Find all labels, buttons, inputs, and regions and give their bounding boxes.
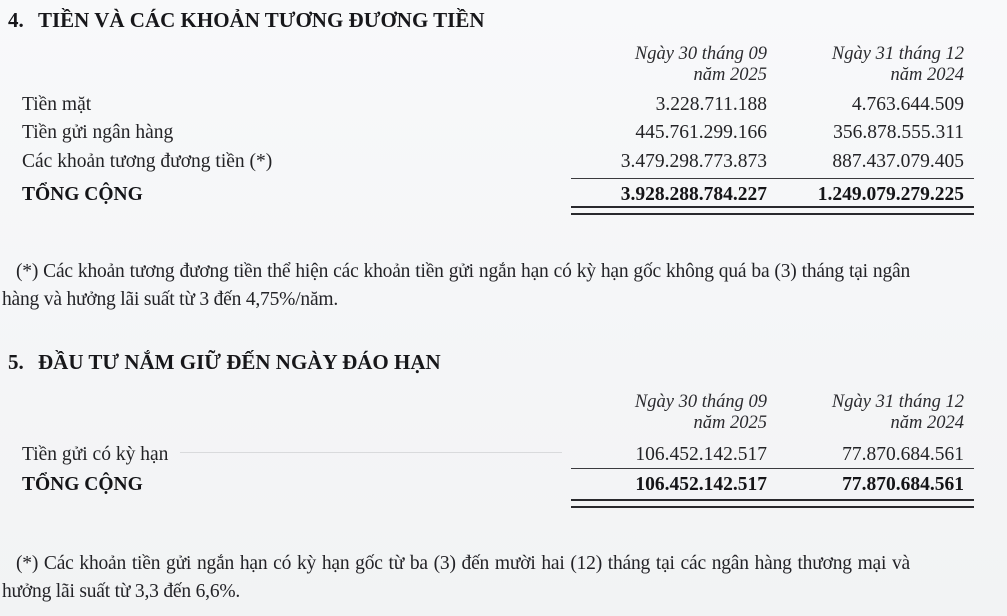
column-header-current-period [635,44,767,86]
total-value-current: 3.928.288.784.227 [620,184,767,205]
column-header-line: Ngày 30 tháng 09 [634,392,767,412]
row-label: Các khoản tương đương tiền (*) [22,151,273,172]
section-4-column-headers [0,44,1007,88]
footnote: (*) Các khoản tiền gửi ngắn hạn có kỳ hạn gốc từ ba (3) đến mười hai (12) tháng tại các ngân hàng thương mại và hưởng lãi suất từ 3,3 đến 6,6%. [2,553,910,602]
column-header-line: năm 2025 [693,65,767,85]
table-row [0,150,1007,174]
row-value-prior: 887.437.079.405 [832,151,964,172]
row-label: Tiền mặt [22,94,92,115]
section-number: 4. [8,8,24,32]
total-value-prior: 77.870.684.561 [842,474,964,495]
footnote: (*) Các khoản tương đương tiền thể hiện các khoản tiền gửi ngắn hạn có kỳ hạn gốc không quá ba (3) tháng tại ngân hàng và hưởng lãi suất từ 3 đến 4,75%/năm. [2,261,910,310]
row-label: Tiền gửi có kỳ hạn [22,444,169,465]
table-row [0,121,1007,145]
table-row [0,443,1007,467]
row-value-prior: 356.878.555.311 [833,122,964,143]
column-header-line: Ngày 31 tháng 12 [831,44,964,64]
section-5-column-headers [0,392,1007,436]
total-row [0,183,1007,207]
total-label: TỔNG CỘNG [22,474,143,495]
column-header-line: năm 2024 [890,413,964,433]
table-double-rule [571,206,974,215]
section-title: ĐẦU TƯ NẮM GIỮ ĐẾN NGÀY ĐÁO HẠN [38,350,441,374]
column-header-current-period [635,392,767,434]
row-value-current: 106.452.142.517 [635,444,767,465]
row-label: Tiền gửi ngân hàng [22,122,174,143]
column-header-line: năm 2025 [693,413,767,433]
column-header-prior-period [832,392,964,434]
section-title: TIỀN VÀ CÁC KHOẢN TƯƠNG ĐƯƠNG TIỀN [38,8,485,32]
column-header-line: Ngày 30 tháng 09 [634,44,767,64]
section-number: 5. [8,350,24,374]
table-row [0,93,1007,117]
column-header-line: năm 2024 [890,65,964,85]
table-rule [571,468,974,469]
total-row [0,473,1007,497]
section-5-heading [8,350,441,374]
column-header-prior-period [832,44,964,86]
table-double-rule [571,499,974,508]
row-value-prior: 77.870.684.561 [842,444,964,465]
section-4-heading [8,8,485,32]
total-value-prior: 1.249.079.279.225 [817,184,964,205]
row-value-current: 445.761.299.166 [635,122,767,143]
row-value-prior: 4.763.644.509 [851,94,964,115]
total-value-current: 106.452.142.517 [635,474,767,495]
table-rule [571,178,974,179]
column-header-line: Ngày 31 tháng 12 [831,392,964,412]
row-value-current: 3.228.711.188 [655,94,767,115]
row-value-current: 3.479.298.773.873 [620,151,767,172]
total-label: TỔNG CỘNG [22,184,143,205]
